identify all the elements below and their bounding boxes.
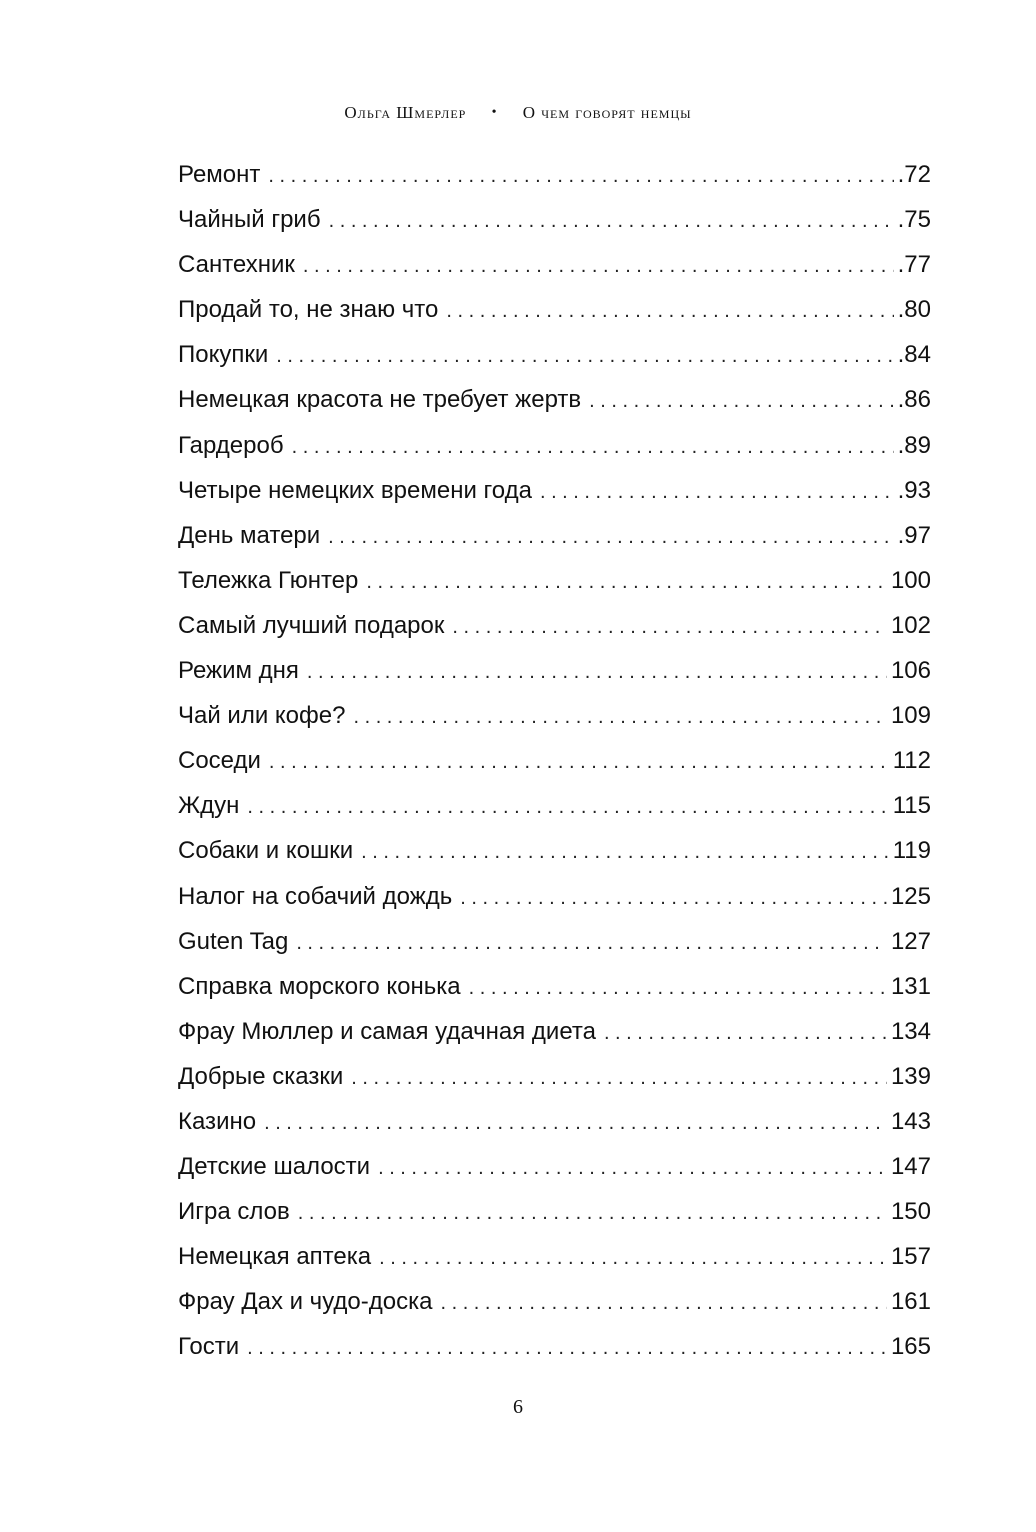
toc-entry-title: Guten Tag [178,927,289,955]
toc-entry-title: Чайный гриб [178,206,321,234]
toc-entry-title: Ждун [178,792,240,820]
toc-entry [178,648,931,693]
toc-entry-page: 147 [890,1153,931,1181]
toc-entry [178,828,931,873]
toc-dot-leader [296,921,887,966]
running-head-separator: • [491,105,498,120]
toc-entry [178,377,931,422]
toc-entry-page: 100 [890,566,931,594]
toc-entry-page: .93 [897,476,931,504]
toc-entry [178,152,931,197]
toc-entry-page: 125 [890,882,931,910]
toc-entry-page: 165 [890,1333,931,1361]
toc-entry-page: 115 [892,792,931,820]
toc-entry-title: Ремонт [178,161,261,188]
toc-dot-leader [269,740,889,785]
toc-entry-title: Казино [178,1107,257,1135]
toc-entry-title: Тележка Гюнтер [178,566,359,594]
toc-entry-title: Продай то, не знаю что [178,296,439,324]
toc-entry [178,1144,931,1189]
toc-dot-leader [452,605,887,650]
toc-entry [178,1279,931,1324]
toc-dot-leader [268,154,893,199]
toc-dot-leader [247,785,888,830]
toc-entry-page: 131 [890,972,931,1000]
toc-entry [178,558,931,603]
table-of-contents [178,152,931,1370]
toc-entry [178,513,931,558]
toc-entry-title: Чай или кофе? [178,702,346,730]
page-number: 6 [513,1396,523,1418]
toc-entry-page: 102 [890,611,931,639]
toc-entry-page: 106 [890,657,931,685]
toc-entry-title: День матери [178,521,321,549]
toc-entry-page: .75 [897,206,931,234]
toc-entry [178,1009,931,1054]
toc-entry-page: 161 [890,1288,931,1316]
toc-dot-leader [247,1326,887,1371]
toc-entry [178,332,931,377]
toc-entry-title: Добрые сказки [178,1062,344,1090]
toc-dot-leader [361,830,889,875]
toc-entry [178,1234,931,1279]
toc-dot-leader [298,1191,887,1236]
toc-dot-leader [292,425,894,470]
toc-entry [178,197,931,242]
toc-dot-leader [276,334,893,379]
toc-dot-leader [264,1101,887,1146]
toc-entry-title: Режим дня [178,657,299,685]
toc-dot-leader [469,966,887,1011]
toc-entry-page: 109 [890,702,931,730]
running-head-title: О чем говорят немцы [522,103,692,122]
toc-entry-page: .97 [897,521,931,549]
toc-dot-leader [589,379,893,424]
toc-entry-title: Налог на собачий дождь [178,882,453,910]
toc-dot-leader [329,199,894,244]
toc-entry-page: .77 [897,251,931,279]
toc-dot-leader [540,470,894,515]
toc-entry-title: Соседи [178,747,261,775]
toc-entry-title: Сантехник [178,251,295,279]
toc-entry-title: Немецкая красота не требует жертв [178,386,582,414]
toc-entry-title: Покупки [178,341,269,369]
toc-entry-page: .86 [897,386,931,414]
toc-entry [178,874,931,919]
toc-dot-leader [440,1281,886,1326]
toc-entry-page: 127 [890,927,931,955]
toc-entry-title: Гардероб [178,431,284,459]
toc-entry-title: Игра слов [178,1198,290,1226]
toc-dot-leader [353,695,886,740]
toc-entry [178,1324,931,1369]
toc-dot-leader [303,244,894,289]
toc-entry [178,468,931,513]
toc-entry-page: 112 [892,747,931,775]
toc-dot-leader [460,876,887,921]
toc-dot-leader [351,1056,887,1101]
toc-entry-title: Детские шалости [178,1153,371,1181]
toc-dot-leader [446,289,893,334]
toc-entry-title: Фрау Дах и чудо-доска [178,1288,433,1316]
toc-dot-leader [307,650,887,695]
toc-entry-title: Самый лучший подарок [178,611,445,639]
toc-entry [178,287,931,332]
toc-entry [178,423,931,468]
toc-entry-page: 143 [890,1107,931,1135]
toc-dot-leader [378,1146,887,1191]
toc-dot-leader [328,515,893,560]
toc-entry [178,964,931,1009]
toc-entry-title: Гости [178,1333,240,1361]
toc-entry-title: Фрау Мюллер и самая удачная диета [178,1017,596,1045]
toc-dot-leader [604,1011,887,1056]
toc-entry [178,693,931,738]
toc-entry-page: .80 [897,296,931,324]
toc-entry-page: 134 [890,1017,931,1045]
toc-entry-page: 119 [892,837,931,865]
toc-entry-title: Четыре немецких времени года [178,476,532,504]
toc-entry-title: Собаки и кошки [178,837,354,865]
toc-entry [178,1054,931,1099]
toc-dot-leader [379,1236,887,1281]
running-head-author: Ольга Шмерлер [344,103,467,122]
toc-entry-page: 150 [890,1198,931,1226]
toc-entry-page: 157 [890,1243,931,1271]
toc-entry [178,603,931,648]
running-head [0,103,1036,123]
toc-entry [178,242,931,287]
toc-dot-leader [366,560,887,605]
toc-entry-page: .89 [897,431,931,459]
toc-entry [178,738,931,783]
toc-entry-title: Справка морского конька [178,972,461,1000]
toc-entry [178,783,931,828]
toc-entry-title: Немецкая аптека [178,1243,372,1271]
toc-entry [178,919,931,964]
toc-entry [178,1099,931,1144]
toc-entry [178,1189,931,1234]
toc-entry-page: .84 [897,341,931,369]
toc-entry-page: .72 [897,161,931,188]
toc-entry-page: 139 [890,1062,931,1090]
